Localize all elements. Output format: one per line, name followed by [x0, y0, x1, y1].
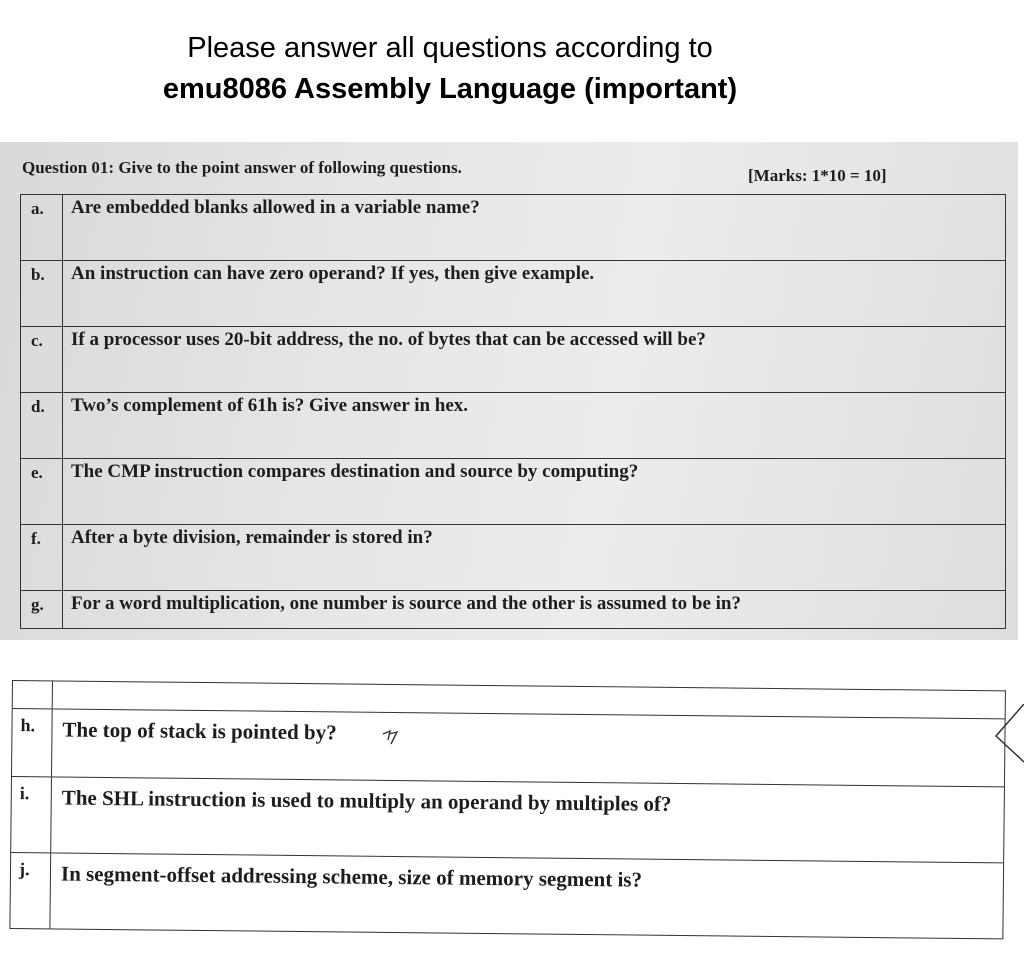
question-letter: f. [21, 525, 63, 590]
question-row [21, 195, 1005, 261]
question-text: In segment-offset addressing scheme, size of memory segment is? [60, 861, 643, 892]
question-text: Two’s complement of 61h is? Give answer in hex. [71, 395, 469, 416]
question-row [21, 393, 1005, 459]
question-text: The top of stack is pointed by? [62, 717, 337, 745]
marks-label: [Marks: 1*10 = 10] [748, 166, 887, 185]
question-text: For a word multiplication, one number is source and the other is assumed to be in? [71, 593, 741, 614]
question-letter: b. [21, 261, 63, 326]
question-row [21, 525, 1005, 591]
empty-letter-cell [13, 681, 53, 708]
question-letter: c. [21, 327, 63, 392]
question-row [21, 327, 1005, 393]
question-letter: g. [21, 591, 63, 628]
question-row [10, 853, 1003, 939]
question-letter: i. [11, 777, 52, 852]
question-table-top [20, 194, 1006, 629]
question-text: Are embedded blanks allowed in a variable name? [71, 197, 480, 218]
exam-photo-top [0, 142, 1018, 640]
question-text: An instruction can have zero operand? If yes, then give example. [71, 263, 595, 284]
header-instruction: Please answer all questions according to [187, 32, 713, 64]
page-header [0, 28, 900, 110]
question-letter: a. [21, 195, 63, 260]
question-letter: d. [21, 393, 63, 458]
question-row [12, 709, 1005, 787]
question-title: Question 01: Give to the point answer of following questions. [22, 158, 462, 177]
question-row [21, 591, 1005, 629]
question-row [21, 459, 1005, 525]
pen-scribble-icon [380, 726, 402, 748]
question-text: The SHL instruction is used to multiply an operand by multiples of? [61, 785, 672, 816]
question-text: After a byte division, remainder is stored in? [71, 527, 433, 548]
question-table-bottom [9, 680, 1006, 939]
question-text: The CMP instruction compares destination and source by computing? [71, 461, 639, 482]
header-emphasis: emu8086 Assembly Language (important) [162, 73, 738, 105]
exam-photo-bottom [0, 676, 1024, 966]
question-letter: e. [21, 459, 63, 524]
question-row [21, 261, 1005, 327]
page-corner-fold [994, 704, 1024, 764]
question-text: If a processor uses 20-bit address, the no. of bytes that can be accessed will be? [71, 329, 706, 350]
question-row [11, 777, 1004, 863]
question-letter: j. [10, 853, 51, 928]
question-letter: h. [12, 709, 53, 776]
